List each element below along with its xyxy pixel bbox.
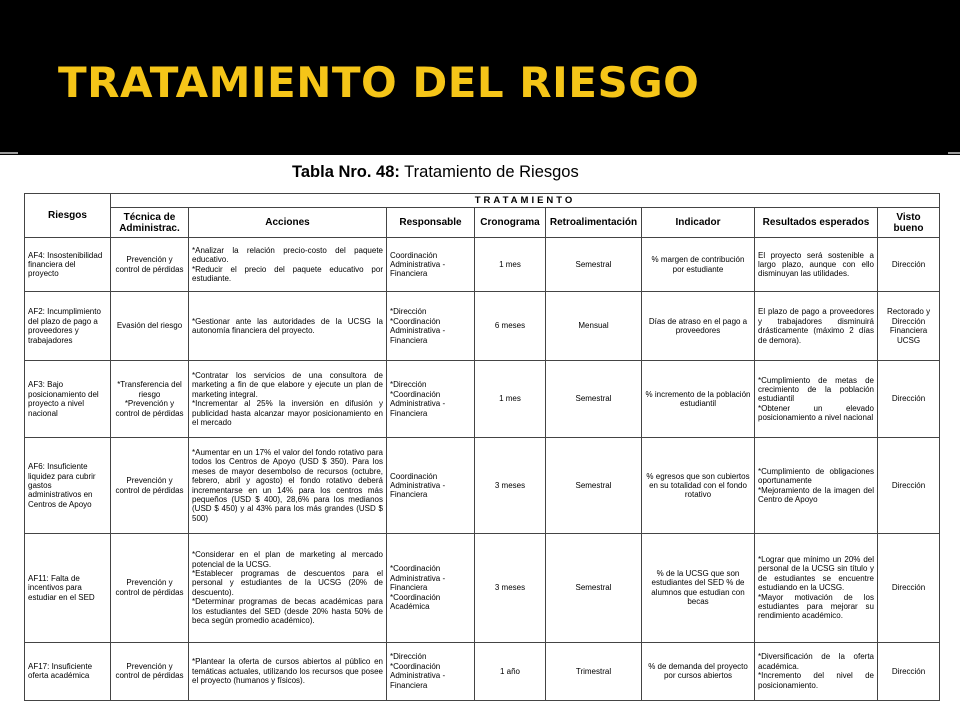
cell-cronograma: 6 meses	[475, 292, 546, 361]
table-caption	[292, 163, 579, 182]
cell-tecnica-line: *Prevención y control de pérdidas	[115, 399, 184, 418]
cell-indicador: % de la UCSG que son estudiantes del SED % de alumnos que estudian con becas	[642, 534, 755, 642]
cell-responsable-line: *Coordinación Administrativa - Financiera	[390, 661, 446, 690]
cell-acciones-line: *Gestionar ante las autoridades de la UCSG la autonomía financiera del proyecto.	[192, 316, 383, 336]
cell-tecnica-line: Prevención y control de pérdidas	[115, 578, 184, 597]
cell-riesgo: AF3: Bajo posicionamiento del proyecto a nivel nacional	[25, 361, 111, 438]
cell-retroalimentacion: Trimestral	[546, 642, 642, 700]
cell-retroalimentacion: Mensual	[546, 292, 642, 361]
cell-resultados-line: El plazo de pago a proveedores y trabajadores disminuirá drásticamente (máximo 2 días de demora).	[758, 307, 874, 345]
header-acciones: Acciones	[189, 208, 387, 238]
cell-cronograma: 1 mes	[475, 238, 546, 292]
cell-acciones	[189, 438, 387, 534]
title-divider-right	[948, 152, 960, 154]
cell-resultados	[755, 292, 878, 361]
cell-acciones	[189, 292, 387, 361]
cell-indicador: % incremento de la población estudiantil	[642, 361, 755, 438]
table-row	[25, 534, 940, 642]
header-indicador: Indicador	[642, 208, 755, 238]
cell-resultados	[755, 361, 878, 438]
table-row	[25, 642, 940, 700]
cell-riesgo: AF6: Insuficiente liquidez para cubrir gastos administrativos en Centros de Apoyo	[25, 438, 111, 534]
cell-responsable-line: *Coordinación Administrativa - Financiera	[390, 316, 446, 345]
header-retroalimentacion: Retroalimentación	[546, 208, 642, 238]
cell-responsable	[387, 642, 475, 700]
header-tratamiento: TRATAMIENTO	[111, 194, 940, 208]
cell-acciones-line: *Determinar programas de becas académicas para los estudiantes del SED (desde 20% hasta 50% de beca según promedio académico).	[192, 597, 383, 626]
cell-retroalimentacion: Semestral	[546, 534, 642, 642]
header-resultados: Resultados esperados	[755, 208, 878, 238]
table-row	[25, 438, 940, 534]
cell-resultados-line: *Diversificación de la oferta académica.	[758, 652, 874, 671]
cell-acciones-line: *Plantear la oferta de cursos abiertos al público en temáticas actuales, utilizando los recursos que posee el proyecto (humanos y físicos).	[192, 657, 383, 685]
cell-resultados-line: *Mejoramiento de la imagen del Centro de Apoyo	[758, 485, 874, 505]
cell-visto-bueno: Rectorado y Dirección Financiera UCSG	[878, 292, 940, 361]
cell-retroalimentacion: Semestral	[546, 438, 642, 534]
cell-acciones-line: *Incrementar al 25% la inversión en difusión y publicidad hasta alcanzar mayor posicionamiento en el mercado	[192, 399, 383, 427]
cell-retroalimentacion: Semestral	[546, 238, 642, 292]
cell-responsable-line: Coordinación Administrativa - Financiera	[390, 250, 446, 279]
cell-resultados-line: *Obtener un elevado posicionamiento a nivel nacional	[758, 403, 874, 423]
table-caption-text: Tratamiento de Riesgos	[399, 163, 579, 181]
cell-indicador: % egresos que son cubiertos en su totalidad con el fondo rotativo	[642, 438, 755, 534]
table-row	[25, 292, 940, 361]
cell-acciones	[189, 238, 387, 292]
cell-responsable-line: *Coordinación Administrativa - Financiera	[390, 389, 446, 418]
cell-riesgo: AF2: Incumplimiento del plazo de pago a proveedores y trabajadores	[25, 292, 111, 361]
cell-visto-bueno: Dirección	[878, 238, 940, 292]
cell-acciones-line: *Considerar en el plan de marketing al mercado potencial de la UCSG.	[192, 550, 383, 569]
header-riesgos: Riesgos	[25, 194, 111, 238]
cell-acciones	[189, 642, 387, 700]
cell-responsable-line: *Dirección	[390, 307, 427, 317]
cell-resultados-line: El proyecto será sostenible a largo plazo, aunque con ello disminuyan las utilidades.	[758, 250, 874, 279]
cell-responsable-line: *Coordinación Académica	[390, 592, 441, 611]
title-divider-left	[0, 152, 18, 154]
cell-tecnica-line: *Transferencia del riesgo	[117, 380, 182, 399]
cell-tecnica	[111, 292, 189, 361]
cell-responsable-line: *Coordinación Administrativa - Financiera	[390, 564, 446, 593]
cell-acciones-line: *Establecer programas de descuentos para el personal y estudiantes de la UCSG (20% de descuento).	[192, 569, 383, 597]
cell-visto-bueno: Dirección	[878, 534, 940, 642]
cell-tecnica	[111, 361, 189, 438]
cell-responsable-line: *Dirección	[390, 652, 427, 662]
cell-resultados	[755, 642, 878, 700]
cell-acciones-line: *Contratar los servicios de una consultora de marketing a fin de que elabore y ejecute un plan de marketing integral.	[192, 370, 383, 399]
cell-responsable-line: *Dirección	[390, 380, 427, 390]
cell-cronograma: 3 meses	[475, 438, 546, 534]
cell-tecnica	[111, 438, 189, 534]
cell-responsable	[387, 292, 475, 361]
cell-visto-bueno: Dirección	[878, 438, 940, 534]
cell-riesgo: AF4: Insostenibilidad financiera del proyecto	[25, 238, 111, 292]
cell-resultados-line: *Incremento del nivel de posicionamiento.	[758, 671, 874, 690]
cell-resultados	[755, 438, 878, 534]
cell-acciones-line: *Aumentar en un 17% el valor del fondo rotativo para todos los Centros de Apoyo (USD $ 350). Para los meses de mayor desembolso de recursos (octubre, febrero, abril y agosto) el fondo rotativo deberá incrementarse en un 14% para los centros más pequeños (USD $ 400), 28,6% para los medianos (USD $ 450) y al 43% para los más grandes (USD $ 500)	[192, 448, 383, 523]
cell-indicador: % margen de contribución por estudiante	[642, 238, 755, 292]
cell-tecnica-line: Prevención y control de pérdidas	[115, 661, 184, 681]
cell-cronograma: 1 mes	[475, 361, 546, 438]
header-cronograma: Cronograma	[475, 208, 546, 238]
cell-tecnica-line: Prevención y control de pérdidas	[115, 476, 184, 495]
cell-responsable	[387, 534, 475, 642]
cell-acciones	[189, 361, 387, 438]
table-body	[25, 238, 940, 701]
cell-cronograma: 1 año	[475, 642, 546, 700]
table-caption-number: Tabla Nro. 48:	[292, 163, 400, 181]
cell-visto-bueno: Dirección	[878, 642, 940, 700]
cell-riesgo: AF11: Falta de incentivos para estudiar en el SED	[25, 534, 111, 642]
cell-resultados-line: *Cumplimiento de metas de crecimiento de la población estudiantil	[758, 375, 874, 404]
cell-retroalimentacion: Semestral	[546, 361, 642, 438]
cell-acciones-line: *Analizar la relación precio-costo del paquete educativo.	[192, 245, 383, 265]
cell-resultados-line: *Cumplimiento de obligaciones oportunamente	[758, 466, 874, 486]
cell-tecnica	[111, 238, 189, 292]
cell-cronograma: 3 meses	[475, 534, 546, 642]
header-tecnica: Técnica de Administrac.	[111, 208, 189, 238]
cell-tecnica	[111, 534, 189, 642]
cell-responsable	[387, 438, 475, 534]
cell-responsable-line: Coordinación Administrativa - Financiera	[390, 471, 446, 500]
slide-title: TRATAMIENTO DEL RIESGO	[58, 58, 700, 107]
cell-acciones-line: *Reducir el precio del paquete educativo por estudiante.	[192, 264, 383, 284]
cell-responsable	[387, 238, 475, 292]
cell-resultados	[755, 534, 878, 642]
cell-indicador: Días de atraso en el pago a proveedores	[642, 292, 755, 361]
header-responsable: Responsable	[387, 208, 475, 238]
table-row	[25, 361, 940, 438]
table-row	[25, 238, 940, 292]
header-visto-bueno: Visto bueno	[878, 208, 940, 238]
cell-tecnica-line: Prevención y control de pérdidas	[115, 255, 184, 274]
cell-resultados	[755, 238, 878, 292]
cell-riesgo: AF17: Insuficiente oferta académica	[25, 642, 111, 700]
cell-indicador: % de demanda del proyecto por cursos abiertos	[642, 642, 755, 700]
cell-acciones	[189, 534, 387, 642]
cell-tecnica-line: Evasión del riesgo	[116, 321, 183, 331]
cell-visto-bueno: Dirección	[878, 361, 940, 438]
cell-tecnica	[111, 642, 189, 700]
cell-responsable	[387, 361, 475, 438]
cell-resultados-line: *Lograr que mínimo un 20% del personal de la UCSG sin título y de estudiantes se encuentre estudiando en la UCSG.	[758, 554, 874, 593]
cell-resultados-line: *Mayor motivación de los estudiantes para mejorar su rendimiento académico.	[758, 592, 874, 621]
risk-treatment-table	[24, 193, 940, 701]
